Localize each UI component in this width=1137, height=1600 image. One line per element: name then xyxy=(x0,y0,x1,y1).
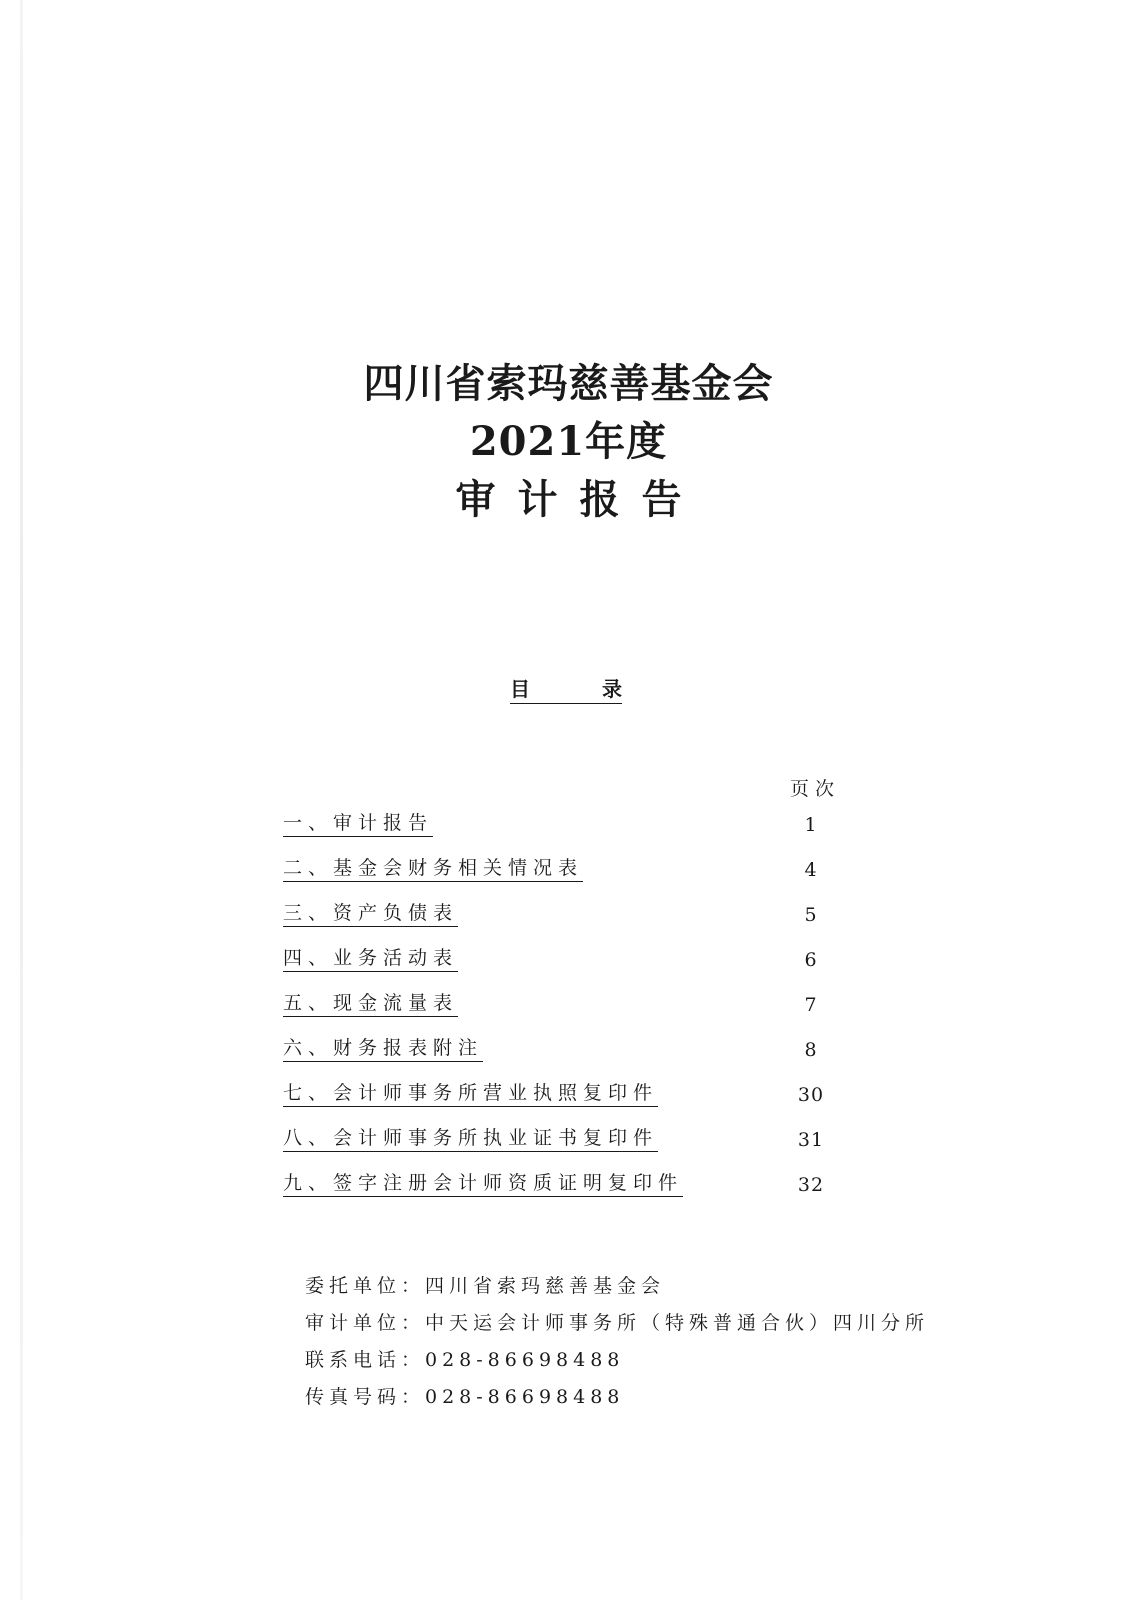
client-unit: 委托单位：四川省索玛慈善基金会 xyxy=(305,1275,666,1297)
toc-item[interactable] xyxy=(283,810,843,855)
toc-item-label[interactable]: 三、资产负债表 xyxy=(283,900,458,927)
toc-item[interactable] xyxy=(283,1080,843,1125)
toc-item-label[interactable]: 八、会计师事务所执业证书复印件 xyxy=(283,1125,658,1152)
toc-item-page: 31 xyxy=(797,1129,825,1151)
page-column-header: 页次 xyxy=(790,778,841,800)
toc-item[interactable] xyxy=(283,990,843,1035)
toc-item-page: 30 xyxy=(797,1084,825,1106)
toc-item-label[interactable]: 五、现金流量表 xyxy=(283,990,458,1017)
report-year: 2021年度 xyxy=(469,418,668,465)
toc-item-page: 7 xyxy=(804,994,818,1016)
toc-item-label[interactable]: 二、基金会财务相关情况表 xyxy=(283,855,583,882)
toc-item[interactable] xyxy=(283,1035,843,1080)
toc-item-label[interactable]: 七、会计师事务所营业执照复印件 xyxy=(283,1080,658,1107)
report-title xyxy=(0,355,1137,529)
toc-item[interactable] xyxy=(283,1170,843,1215)
toc-item-page: 8 xyxy=(804,1039,818,1061)
toc-item-page: 5 xyxy=(804,904,818,926)
fax-number: 传真号码：028-86698488 xyxy=(305,1386,625,1408)
toc-item-page: 32 xyxy=(797,1174,825,1196)
toc-item-page: 4 xyxy=(804,859,818,881)
toc-item[interactable] xyxy=(283,945,843,990)
toc-item[interactable] xyxy=(283,900,843,945)
toc-item-label[interactable]: 四、业务活动表 xyxy=(283,945,458,972)
toc-item-label[interactable]: 一、审计报告 xyxy=(283,810,433,837)
organization-name: 四川省索玛慈善基金会 xyxy=(363,360,774,407)
contact-phone: 联系电话：028-86698488 xyxy=(305,1349,625,1371)
toc-item-page: 6 xyxy=(804,949,818,971)
scan-edge-shadow xyxy=(20,0,23,1600)
toc-item-page: 1 xyxy=(804,814,818,836)
contact-info xyxy=(305,1268,1025,1416)
toc-item-label[interactable]: 九、签字注册会计师资质证明复印件 xyxy=(283,1170,683,1197)
toc-item-label[interactable]: 六、财务报表附注 xyxy=(283,1035,483,1062)
toc-heading xyxy=(510,676,622,704)
toc-heading-right: 录 xyxy=(602,677,622,701)
toc-item[interactable] xyxy=(283,855,843,900)
toc-item[interactable] xyxy=(283,1125,843,1170)
table-of-contents xyxy=(283,810,843,1215)
report-type: 审计报告 xyxy=(455,476,704,523)
toc-heading-left: 目 xyxy=(510,677,530,701)
audit-unit: 审计单位：中天运会计师事务所（特殊普通合伙）四川分所 xyxy=(305,1312,930,1334)
